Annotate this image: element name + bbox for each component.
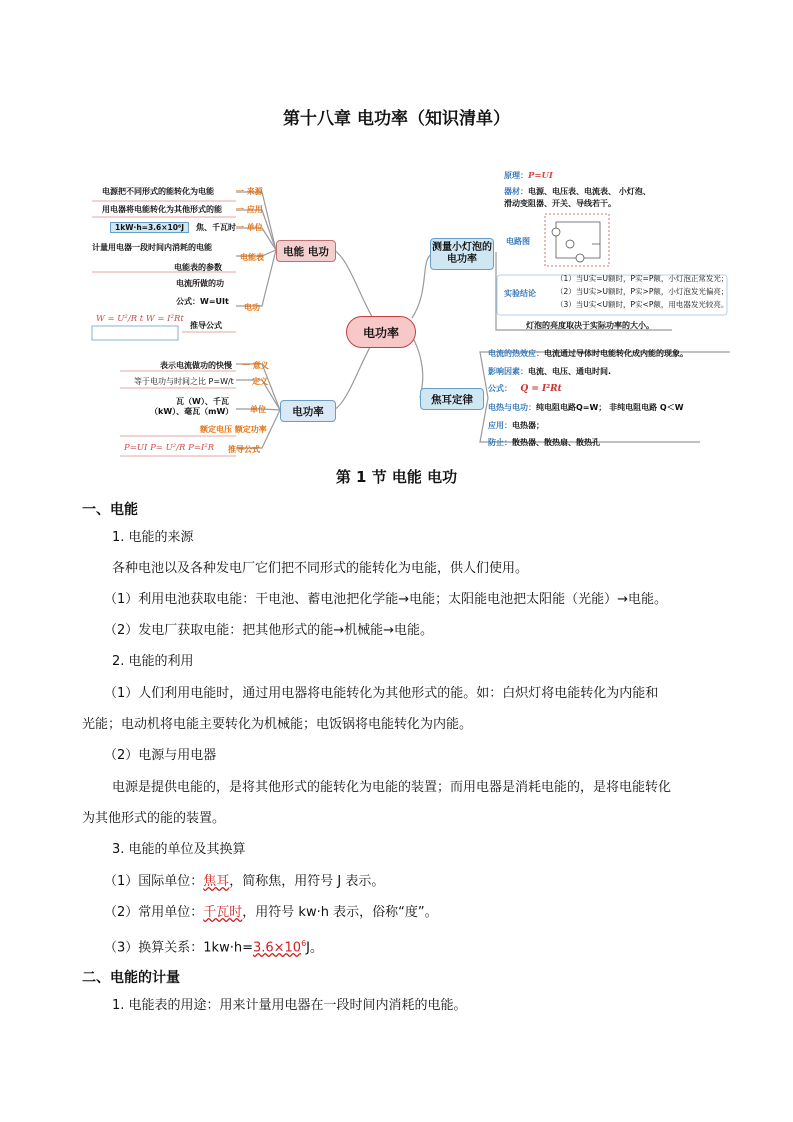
para-2: 各种电池以及各种发电厂它们把不同形式的能转化为电能，供人们使用。 (112, 561, 529, 576)
para-10: 为其他形式的能的装置。 (82, 811, 226, 826)
para-12: （1）国际单位：焦耳，简称焦，用符号 J 表示。 (104, 874, 385, 889)
mm-rb-3: 电热与电功：纯电阻电路Q=W； 非纯电阻电路 Q＜W (488, 403, 684, 412)
mm-lb-2-text: 瓦（W）、千瓦 (176, 397, 229, 406)
mm-lt-2-label: 一 单位 (236, 223, 263, 232)
mm-rb-2: 公式： Q = I²Rt (488, 384, 562, 394)
para-5: 2. 电能的利用 (112, 654, 194, 669)
heading-electric-energy: 一、电能 (82, 502, 138, 518)
node-joule-law: 焦耳定律 (420, 388, 484, 410)
para-15: 1. 电能表的用途：用来计量用电器在一段时间内消耗的电能。 (112, 998, 467, 1013)
para-3: （1）利用电池获取电能：干电池、蓄电池把化学能→电能；太阳能电池把太阳能（光能）→电能。 (104, 592, 668, 607)
mm-rt-principle: 原理：P=UI (504, 171, 553, 181)
mm-lt-0-label: 一 来源 (236, 187, 263, 196)
conclusion-2: （2）当U实>U额时，P实>P额，小灯泡发光偏亮； (556, 287, 729, 296)
mm-lb-2-label: 单位 (250, 405, 266, 414)
para-11: 3. 电能的单位及其换算 (112, 842, 246, 857)
para-13: （2）常用单位：千瓦时，用符号 kw·h 表示，俗称“度”。 (104, 905, 438, 920)
node-electric-energy: 电能 电功 (276, 240, 336, 262)
mm-rt-equip2: 滑动变阻器、开关、导线若干。 (504, 199, 616, 208)
mm-lt-2-text: 焦、千瓦时 (196, 223, 236, 232)
para-9: 电源是提供电能的，是将其他形式的能转化为电能的装置；而用电器是消耗电能的，是将电能转化 (112, 780, 672, 795)
mm-lb-1-text: 等于电功与时间之比 P=W/t (134, 377, 234, 386)
mm-lt-3-text2: 电能表的参数 (174, 263, 222, 272)
mm-unit-box: 1kW·h=3.6×10⁶J (110, 222, 189, 233)
para-1: 1. 电能的来源 (112, 530, 194, 545)
mm-lb-4-formula: P=UI P= U²/R P=I²R (124, 443, 215, 453)
node-electric-power: 电功率 (280, 400, 336, 422)
para-8: （2）电源与用电器 (104, 748, 217, 763)
mm-lt-4-formula: W = U²/R t W = I²Rt (96, 314, 184, 324)
mm-lt-4-text2: 公式：W=UIt (176, 297, 229, 306)
mindmap-center: 电功率 (346, 316, 416, 348)
mm-lt-1-text: 用电器将电能转化为其他形式的能 (102, 205, 222, 214)
para-4: （2）发电厂获取电能：把其他形式的能→机械能→电能。 (104, 623, 434, 638)
mm-rb-4: 应用：电热器； (488, 421, 544, 430)
mm-lb-2-text2: （kW）、毫瓦（mW） (150, 407, 234, 416)
conclusion-1: （1）当U实=U额时，P实=P额，小灯泡正常发光； (556, 274, 729, 283)
mm-rt-note: 灯泡的亮度取决于实际功率的大小。 (526, 321, 654, 330)
conclusion-3: （3）当U实<U额时，P实<P额，用电器发光较亮。 (556, 300, 729, 309)
mm-rt-equip: 器材：电源、电压表、电流表、 小灯泡、 (504, 187, 651, 196)
mm-lt-0-text: 电源把不同形式的能转化为电能 (102, 187, 214, 196)
para-6: （1）人们利用电能时，通过用电器将电能转化为其他形式的能。如：白炽灯将电能转化为内能和 (104, 686, 659, 701)
mm-lb-0-text: 表示电流做功的快慢 (160, 361, 232, 370)
mm-rt-conclusion-label: 实验结论 (504, 289, 536, 298)
mm-lt-1-label: 一 应用 (236, 205, 263, 214)
page-title: 第十八章 电功率（知识清单） (283, 109, 510, 129)
mm-lb-4-label: 推导公式 (228, 445, 260, 454)
mm-lb-3-text: 额定电压 额定功率 (200, 425, 267, 434)
para-7: 光能；电动机将电能主要转化为机械能；电饭锅将电能转化为内能。 (82, 717, 473, 732)
mm-lt-3-text: 计量用电器一段时间内消耗的电能 (92, 243, 212, 252)
mm-lb-0-label: 一 意义 (242, 361, 269, 370)
mm-rt-conclusions (556, 272, 728, 311)
node-measure-bulb: 测量小灯泡的电功率 (430, 238, 494, 270)
mm-lt-3-label: 电能表 (240, 253, 264, 262)
mm-rb-0: 电流的热效应：电流通过导体时电能转化成内能的现象。 (488, 349, 688, 358)
para-14: （3）换算关系：$1kw\cdot h=3.6\times 10^6J$。 (104, 939, 324, 956)
heading-metering: 二、电能的计量 (82, 970, 180, 986)
mm-lt-4-label: 电功 (244, 303, 260, 312)
section-title: 第 1 节 电能 电功 (335, 468, 458, 486)
mm-lb-1-label: 定义 (252, 377, 268, 386)
mm-lt-4-text: 电流所做的功 (176, 279, 224, 288)
mm-rb-5: 防止：散热器、散热扇、散热孔 (488, 438, 600, 447)
mindmap-lines (0, 0, 793, 470)
mm-lt-4-text3: 推导公式 (190, 321, 222, 330)
mm-rt-circuit-label: 电路图 (506, 237, 530, 246)
mm-rb-1: 影响因素：电流、电压、通电时间. (488, 367, 612, 376)
